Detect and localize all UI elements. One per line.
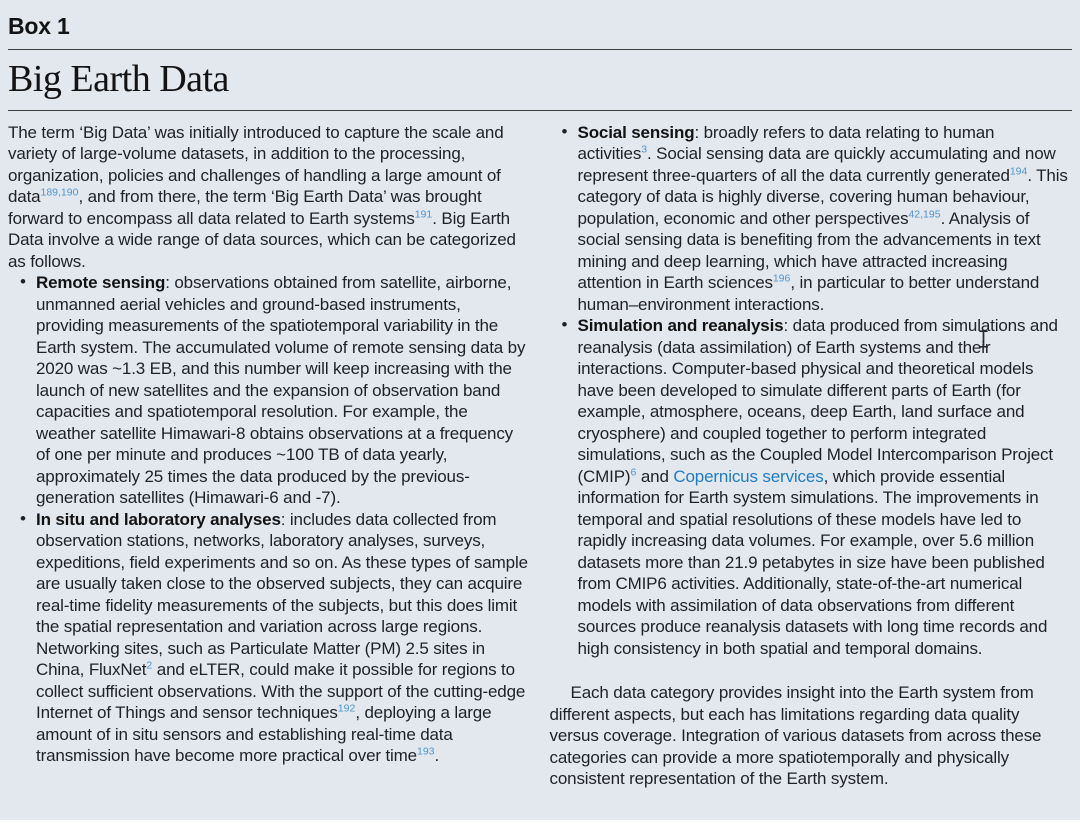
text-segment: : observations obtained from satellite, airborne, unmanned aerial vehicles and ground-based instruments, providing measurements of the spatiotemporal variability in the Earth system. The accumulated volume of remote sensing data by 2020 was ~1.3 EB, and this number will keep increasing with the launch of new satellites and the expansion of observation band capacities and spatiotemporal resolution. For example, the weather satellite Himawari-8 obtains observations at a frequency of one per minute and produces ~100 TB of data yearly, approximately 25 times the data produced by the previous-generation satellites (Himawari-6 and -7). bbox=[36, 273, 526, 508]
bullet-term: Remote sensing bbox=[36, 273, 166, 293]
citation-ref[interactable]: 2 bbox=[146, 659, 153, 672]
citation-ref[interactable]: 6 bbox=[630, 465, 637, 478]
text-segment: : data produced from simulations and reanalysis (data assimilation) of Earth systems and their interactions. Computer-based physical and theoretical models have been developed to simulate different parts of Earth (for example, atmosphere, oceans, deep Earth, land surface and cryosphere) and coupled together to perform integrated simulations, such as the Coupled Model Intercomparison Project (CMIP) bbox=[577, 316, 1058, 486]
intro-paragraph bbox=[8, 122, 531, 273]
text-segment: and bbox=[636, 466, 674, 486]
bullet-in-situ-laboratory bbox=[8, 509, 531, 767]
bullet-text bbox=[578, 316, 1058, 658]
citation-ref[interactable]: 189,190 bbox=[40, 186, 79, 199]
text-segment: , in particular to better understand human–environment interactions. bbox=[577, 273, 1040, 314]
bullet-social-sensing bbox=[550, 122, 1073, 316]
text-segment: The term ‘Big Data’ was initially introduced to capture the scale and variety of large-volume datasets, in addition to the processing, organization, policies and challenges of handling a large amount of data bbox=[8, 122, 504, 207]
text-segment: . Analysis of social sensing data is benefiting from the advancements in text mining and deep learning, which have attracted increasing attention in Earth sciences bbox=[577, 208, 1041, 293]
bullet-body-text bbox=[36, 510, 528, 766]
citation-ref[interactable]: 193 bbox=[416, 745, 435, 758]
inline-link[interactable]: Copernicus services bbox=[673, 466, 824, 486]
bullet-body-text bbox=[578, 123, 1068, 314]
text-segment: . This category of data is highly diverse, covering human behaviour, population, economic and other perspectives bbox=[577, 165, 1068, 228]
bullet-list-left bbox=[8, 272, 531, 767]
citation-ref[interactable]: 196 bbox=[772, 272, 791, 285]
bullet-term: Simulation and reanalysis bbox=[577, 316, 784, 336]
bullet-term: In situ and laboratory analyses bbox=[36, 509, 281, 529]
bullet-list-right bbox=[550, 122, 1073, 660]
right-column bbox=[550, 122, 1073, 790]
bullet-text bbox=[578, 123, 1068, 314]
bullet-simulation-reanalysis bbox=[550, 315, 1073, 659]
text-segment: . Big Earth Data involve a wide range of data sources, which can be categorized as follows. bbox=[8, 208, 516, 271]
citation-ref[interactable]: 191 bbox=[414, 207, 433, 220]
box-title: Big Earth Data bbox=[8, 58, 229, 100]
text-segment: : broadly refers to data relating to human activities bbox=[577, 122, 995, 164]
bullet-remote-sensing bbox=[8, 272, 531, 509]
box-label: Box 1 bbox=[8, 13, 70, 39]
text-segment: , which provide essential information for Earth system simulations. The improvements in temporal and spatial resolutions of these models have led to rapidly increasing data volumes. For example, over 5.6 million datasets more than 21.9 petabytes in size have been published from CMIP6 activities. Additionally, state-of-the-art numerical models with assimilation of data observations from different sources produce reanalysis datasets with long time records and high consistency in both spatial and temporal domains. bbox=[577, 466, 1048, 658]
bullet-term: Social sensing bbox=[577, 122, 695, 142]
closing-paragraph bbox=[550, 682, 1073, 790]
bullet-icon: • bbox=[561, 121, 568, 141]
bullet-body-text bbox=[36, 273, 525, 507]
citation-ref[interactable]: 42,195 bbox=[908, 207, 941, 220]
text-segment: , deploying a large amount of in situ sensors and establishing real-time data transmission have become more practical over time bbox=[36, 703, 492, 766]
text-cursor-icon bbox=[979, 330, 988, 348]
text-segment: . Social sensing data are quickly accumulating and now represent three-quarters of all the data currently generated bbox=[577, 144, 1056, 185]
two-column-body bbox=[8, 122, 1072, 790]
text-segment: Each data category provides insight into the Earth system from different aspects, but each has limitations regarding data quality versus coverage. Integration of various datasets from across these categories can provide a more spatiotemporally and physically consistent representation of the Earth system. bbox=[549, 683, 1042, 789]
citation-ref[interactable]: 194 bbox=[1009, 164, 1028, 177]
bullet-icon: • bbox=[20, 508, 26, 528]
text-segment: . bbox=[434, 746, 440, 766]
bullet-icon: • bbox=[20, 272, 26, 292]
bullet-icon: • bbox=[561, 315, 568, 335]
divider bbox=[8, 110, 1072, 111]
text-segment: , and from there, the term ‘Big Earth Data’ was brought forward to encompass all data related to Earth systems bbox=[8, 187, 482, 228]
bullet-body-text bbox=[578, 316, 1058, 658]
bullet-text bbox=[36, 510, 528, 766]
citation-ref[interactable]: 3 bbox=[641, 143, 648, 156]
text-segment: and eLTER, could make it possible for regions to collect sufficient observations. With the support of the cutting-edge Internet of Things and sensor techniques bbox=[36, 660, 526, 723]
text-segment: : includes data collected from observation stations, networks, laboratory analyses, surveys, expeditions, field experiments and so on. As these types of sample are usually taken close to the observed subjects, they can acquire real-time fidelity measurements of the subjects, but this does limit the spatial representation and variation across large regions. Networking sites, such as Particulate Matter (PM) 2.5 sites in China, FluxNet bbox=[36, 509, 528, 680]
divider bbox=[8, 49, 1072, 50]
bullet-text bbox=[36, 273, 525, 507]
left-column bbox=[8, 122, 531, 790]
citation-ref[interactable]: 192 bbox=[337, 702, 356, 715]
